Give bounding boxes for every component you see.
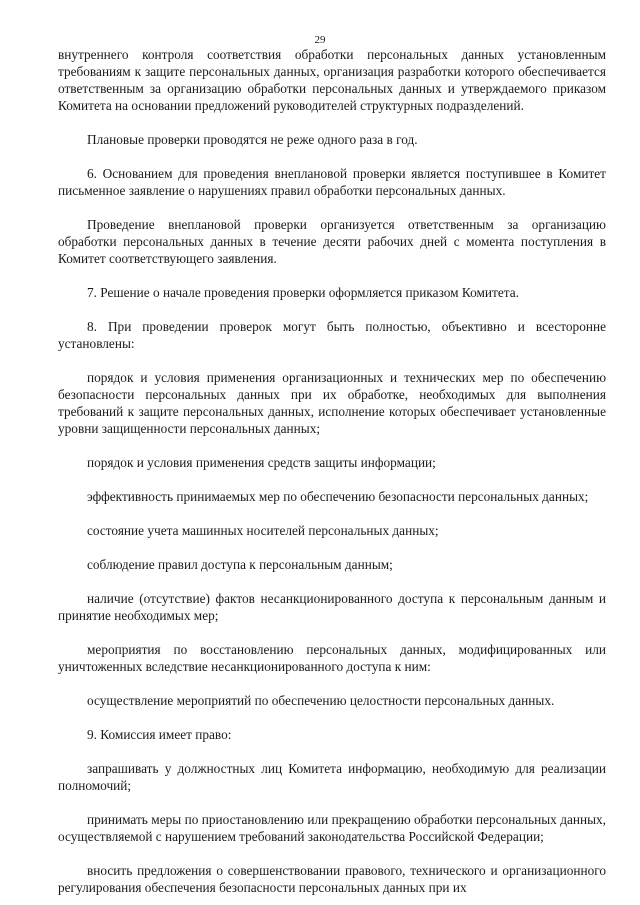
paragraph-planned-inspections: Плановые проверки проводятся не реже одного раза в год. [87, 132, 418, 147]
list-item-unauthorized-access: наличие (отсутствие) фактов несанкционированного доступа к персональным данным и принятие необходимых мер; [58, 591, 606, 623]
document-body [58, 46, 606, 896]
list-item-effectiveness: эффективность принимаемых мер по обеспечению безопасности персональных данных; [87, 489, 589, 504]
list-item-media-accounting: состояние учета машинных носителей персональных данных; [87, 523, 439, 538]
list-item-measures: порядок и условия применения организационных и технических мер по обеспечению безопасности персональных данных при их обработке, необходимых для выполнения требований к защите персональных данных, исполнение которых обеспечивает установленные уровни защищенности персональных данных; [58, 370, 606, 436]
paragraph-item-7: 7. Решение о начале проведения проверки оформляется приказом Комитета. [87, 285, 519, 300]
paragraph-item-8: 8. При проведении проверок могут быть полностью, объективно и всесторонне установлены: [58, 319, 606, 351]
list-item-request-information: запрашивать у должностных лиц Комитета информацию, необходимую для реализации полномочий; [58, 761, 606, 793]
list-item-data-recovery: мероприятия по восстановлению персональных данных, модифицированных или уничтоженных вследствие несанкционированного доступа к ним: [58, 642, 606, 674]
paragraph-item-6: 6. Основанием для проведения внеплановой проверки является поступившее в Комитет письменное заявление о нарушениях правил обработки персональных данных. [58, 166, 606, 198]
list-item-data-integrity: осуществление мероприятий по обеспечению целостности персональных данных. [87, 693, 555, 708]
list-item-suspend-processing: принимать меры по приостановлению или прекращению обработки персональных данных, осуществляемой с нарушением требований законодательства Российской Федерации; [58, 812, 606, 844]
list-item-access-rules: соблюдение правил доступа к персональным данным; [87, 557, 393, 572]
list-item-submit-proposals: вносить предложения о совершенствовании правового, технического и организационного регулирования обеспечения безопасности персональных данных при их [58, 863, 606, 895]
list-item-protection-tools: порядок и условия применения средств защиты информации; [87, 455, 436, 470]
paragraph-internal-control-continuation: внутреннего контроля соответствия обработки персональных данных установленным требованиям к защите персональных данных, организация разработки которого обеспечивается ответственным за организацию обработки персональных данных и утверждаемого приказом Комитета на основании предложений руководителей структурных подразделений. [58, 47, 606, 113]
paragraph-unplanned-inspection: Проведение внеплановой проверки организуется ответственным за организацию обработки персональных данных в течение десяти рабочих дней с момента поступления в Комитет соответствующего заявления. [58, 217, 606, 266]
paragraph-item-9: 9. Комиссия имеет право: [87, 727, 232, 742]
page-number: 29 [314, 34, 326, 46]
